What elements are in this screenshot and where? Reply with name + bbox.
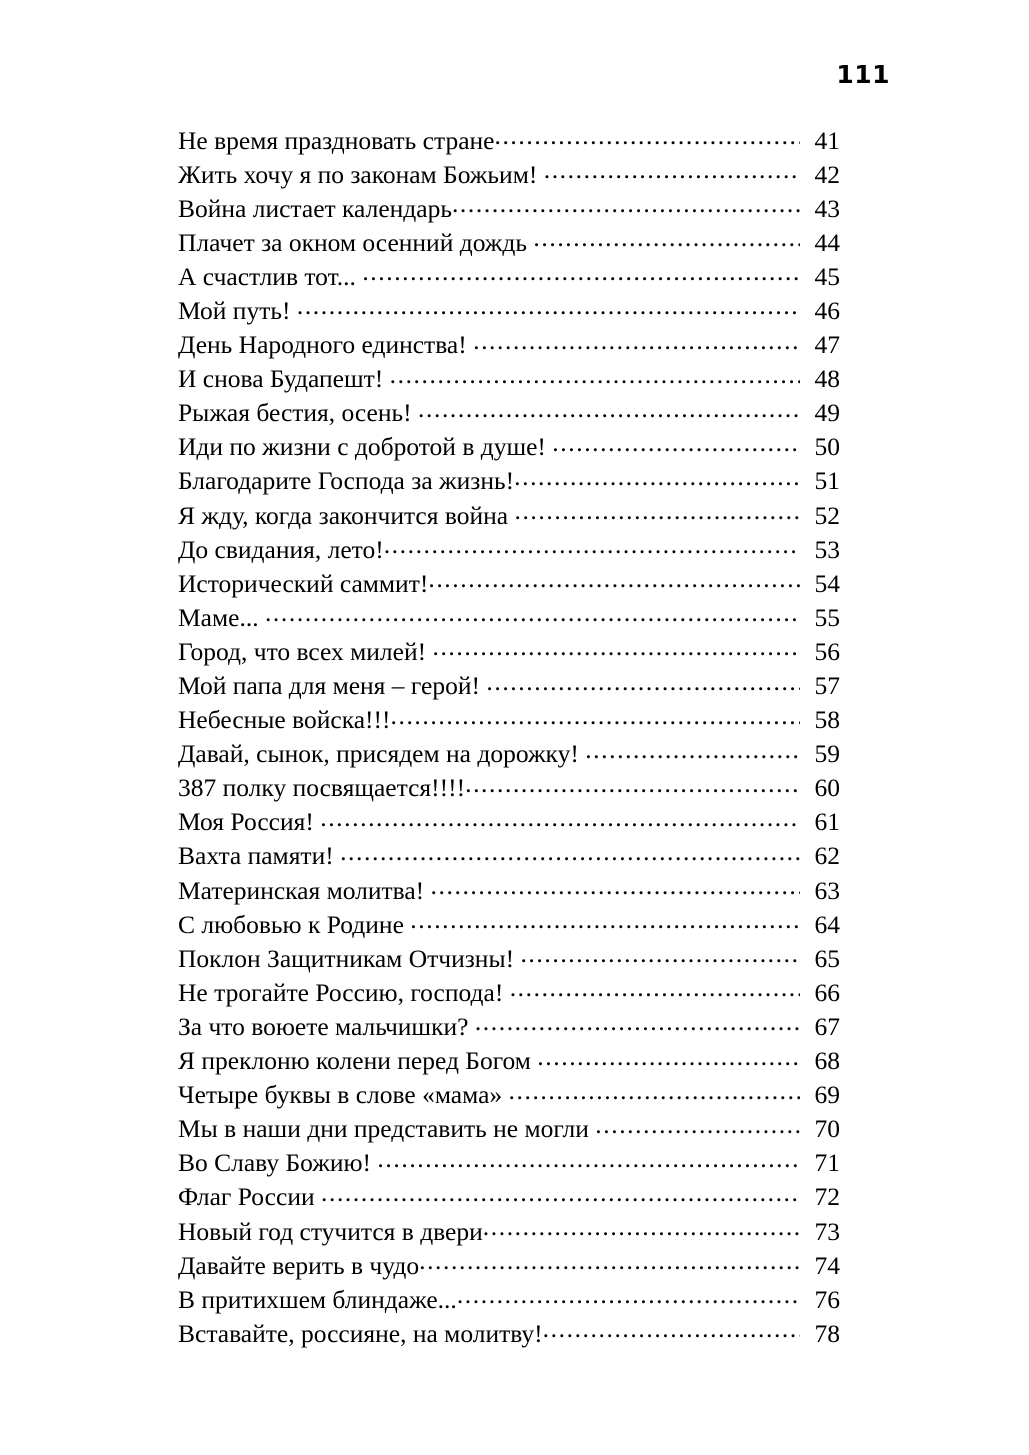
- toc-dot-leader: [595, 1112, 800, 1138]
- toc-entry-title: Жить хочу я по законам Божьим!: [178, 159, 544, 189]
- toc-entry-page-number: 71: [814, 1148, 840, 1178]
- toc-entry[interactable]: [178, 532, 840, 566]
- toc-dot-leader: [384, 532, 800, 558]
- toc-entry[interactable]: [178, 1248, 840, 1282]
- toc-entry-title: И снова Будапешт!: [178, 364, 390, 394]
- toc-entry-title: Война листает календарь: [178, 193, 452, 223]
- toc-entry-title: С любовью к Родине: [178, 909, 411, 939]
- toc-entry[interactable]: [178, 123, 840, 157]
- toc-dot-leader: [265, 600, 800, 626]
- toc-entry[interactable]: [178, 669, 840, 703]
- toc-entry[interactable]: [178, 907, 840, 941]
- toc-entry-title: 387 полку посвящается!!!!: [178, 773, 466, 803]
- toc-entry-title: Новый год стучится в двери: [178, 1216, 483, 1246]
- toc-entry-page-number: 47: [814, 330, 840, 360]
- toc-entry-title: Рыжая бестия, осень!: [178, 398, 419, 428]
- toc-entry[interactable]: [178, 941, 840, 975]
- toc-dot-leader: [543, 1316, 800, 1342]
- toc-dot-leader: [537, 1044, 800, 1070]
- toc-dot-leader: [457, 1282, 800, 1308]
- toc-dot-leader: [473, 328, 800, 354]
- toc-entry-page-number: 41: [814, 125, 840, 155]
- toc-entry-title: Вахта памяти!: [178, 841, 341, 871]
- toc-entry-page-number: 63: [814, 875, 840, 905]
- toc-entry-page-number: 54: [814, 568, 840, 598]
- toc-dot-leader: [321, 1180, 800, 1206]
- toc-entry-page-number: 51: [814, 466, 840, 496]
- toc-entry-page-number: 52: [814, 500, 840, 530]
- toc-dot-leader: [431, 873, 800, 899]
- toc-dot-leader: [514, 464, 800, 490]
- toc-dot-leader: [428, 566, 800, 592]
- toc-entry-title: Материнская молитва!: [178, 875, 431, 905]
- toc-dot-leader: [418, 396, 800, 422]
- toc-entry-title: Мой папа для меня – герой!: [178, 671, 487, 700]
- toc-entry-title: Мой путь!: [178, 295, 297, 325]
- toc-entry-title: Мы в наши дни представить не могли: [178, 1114, 596, 1144]
- toc-entry-title: В притихшем блиндаже...: [178, 1284, 457, 1314]
- toc-entry-title: День Народного единства!: [178, 330, 474, 360]
- toc-entry[interactable]: [178, 600, 840, 634]
- toc-entry[interactable]: [178, 396, 840, 430]
- toc-entry-title: Не время праздновать стране: [178, 125, 495, 155]
- toc-entry[interactable]: [178, 1282, 840, 1316]
- toc-entry-title: Во Славу Божию!: [178, 1148, 378, 1178]
- toc-dot-leader: [544, 157, 800, 183]
- toc-dot-leader: [483, 1214, 800, 1240]
- toc-entry-page-number: 50: [814, 432, 840, 462]
- toc-entry-title: Флаг России: [178, 1182, 321, 1212]
- toc-dot-leader: [585, 737, 800, 763]
- toc-dot-leader: [297, 293, 800, 319]
- toc-entry[interactable]: [178, 566, 840, 600]
- toc-dot-leader: [320, 805, 800, 831]
- toc-entry-page-number: 57: [814, 671, 840, 700]
- toc-entry-page-number: 44: [814, 227, 840, 257]
- toc-dot-leader: [432, 634, 800, 660]
- toc-dot-leader: [377, 1146, 800, 1172]
- toc-entry-page-number: 49: [814, 398, 840, 428]
- toc-dot-leader: [410, 907, 800, 933]
- toc-entry-page-number: 42: [814, 159, 840, 189]
- toc-entry-page-number: 59: [814, 739, 840, 769]
- toc-entry-title: До свидания, лето!: [178, 534, 384, 564]
- toc-entry-page-number: 61: [814, 807, 840, 837]
- toc-dot-leader: [391, 703, 801, 729]
- toc-entry[interactable]: [178, 1009, 840, 1043]
- toc-entry-page-number: 55: [814, 602, 840, 632]
- toc-entry[interactable]: [178, 293, 840, 327]
- toc-entry-page-number: 60: [814, 773, 840, 803]
- toc-entry-title: Я преклоню колени перед Богом: [178, 1046, 538, 1076]
- toc-dot-leader: [520, 941, 800, 967]
- toc-entry-title: Поклон Защитникам Отчизны!: [178, 943, 521, 973]
- toc-entry[interactable]: [178, 975, 840, 1009]
- toc-dot-leader: [419, 1248, 800, 1274]
- toc-entry-title: Моя Россия!: [178, 807, 321, 837]
- toc-dot-leader: [475, 1009, 800, 1035]
- toc-entry-title: Я жду, когда закончится война: [178, 500, 515, 530]
- toc-entry-title: Давайте верить в чудо: [178, 1250, 420, 1280]
- toc-entry-title: Не трогайте Россию, господа!: [178, 977, 510, 1007]
- toc-entry-page-number: 72: [814, 1182, 840, 1212]
- toc-dot-leader: [390, 362, 800, 388]
- toc-entry-title: Плачет за окном осенний дождь: [178, 227, 534, 257]
- toc-entry[interactable]: [178, 737, 840, 771]
- toc-entry[interactable]: [178, 259, 840, 293]
- toc-entry[interactable]: [178, 157, 840, 191]
- toc-entry-page-number: 70: [814, 1114, 840, 1144]
- toc-entry[interactable]: [178, 1180, 840, 1214]
- toc-entry-title: Небесные войска!!!: [178, 705, 391, 735]
- toc-entry-title: Город, что всех милей!: [178, 636, 433, 666]
- toc-entry-title: Давай, сынок, присядем на дорожку!: [178, 739, 586, 769]
- table-of-contents-list: [178, 123, 840, 1350]
- toc-dot-leader: [494, 123, 800, 149]
- toc-entry-title: Вставайте, россияне, на молитву!: [178, 1318, 543, 1348]
- toc-entry[interactable]: [178, 1316, 840, 1350]
- toc-entry[interactable]: [178, 328, 840, 362]
- toc-entry[interactable]: [178, 1044, 840, 1078]
- toc-dot-leader: [452, 191, 800, 217]
- toc-dot-leader: [486, 669, 800, 695]
- toc-entry-title: Четыре буквы в слове «мама»: [178, 1080, 509, 1110]
- toc-entry-page-number: 56: [814, 636, 840, 666]
- toc-dot-leader: [552, 430, 800, 456]
- toc-entry[interactable]: [178, 225, 840, 259]
- toc-dot-leader: [509, 1078, 800, 1104]
- toc-entry-page-number: 69: [814, 1080, 840, 1110]
- toc-entry[interactable]: [178, 873, 840, 907]
- toc-entry-page-number: 73: [814, 1216, 840, 1246]
- toc-entry-page-number: 65: [814, 943, 840, 973]
- toc-entry-page-number: 68: [814, 1046, 840, 1076]
- toc-entry-title: Исторический саммит!: [178, 568, 429, 598]
- toc-entry-page-number: 58: [814, 705, 840, 735]
- toc-dot-leader: [533, 225, 800, 251]
- toc-entry-page-number: 66: [814, 977, 840, 1007]
- toc-entry[interactable]: [178, 1146, 840, 1180]
- toc-entry-title: Маме...: [178, 602, 265, 632]
- toc-entry-page-number: 76: [814, 1284, 840, 1314]
- toc-entry-page-number: 64: [814, 909, 840, 939]
- toc-entry[interactable]: [178, 1112, 840, 1146]
- toc-entry-page-number: 74: [814, 1250, 840, 1280]
- toc-dot-leader: [340, 839, 800, 865]
- toc-entry[interactable]: [178, 430, 840, 464]
- toc-entry[interactable]: [178, 191, 840, 225]
- toc-entry[interactable]: [178, 703, 840, 737]
- toc-entry-title: Благодарите Господа за жизнь!: [178, 466, 515, 496]
- toc-entry[interactable]: [178, 839, 840, 873]
- toc-entry-page-number: 78: [814, 1318, 840, 1348]
- toc-entry-title: За что воюете мальчишки?: [178, 1011, 475, 1041]
- toc-dot-leader: [465, 771, 800, 797]
- toc-entry[interactable]: [178, 464, 840, 498]
- toc-entry[interactable]: [178, 498, 840, 532]
- toc-entry-page-number: 53: [814, 534, 840, 564]
- toc-entry-page-number: 48: [814, 364, 840, 394]
- toc-entry[interactable]: [178, 1214, 840, 1248]
- toc-entry-title: Иди по жизни с добротой в душе!: [178, 432, 553, 462]
- toc-entry-page-number: 43: [814, 193, 840, 223]
- toc-entry[interactable]: [178, 362, 840, 396]
- toc-entry[interactable]: [178, 771, 840, 805]
- toc-entry-page-number: 45: [814, 261, 840, 291]
- toc-entry-page-number: 62: [814, 841, 840, 871]
- toc-dot-leader: [514, 498, 800, 524]
- toc-dot-leader: [510, 975, 800, 1001]
- toc-entry-page-number: 67: [814, 1011, 840, 1041]
- toc-entry[interactable]: [178, 634, 840, 668]
- toc-dot-leader: [362, 259, 800, 285]
- toc-entry[interactable]: [178, 1078, 840, 1112]
- toc-entry[interactable]: [178, 805, 840, 839]
- toc-entry-title: А счастлив тот...: [178, 261, 363, 291]
- page-number-folio: 111: [836, 60, 890, 89]
- toc-entry-page-number: 46: [814, 295, 840, 325]
